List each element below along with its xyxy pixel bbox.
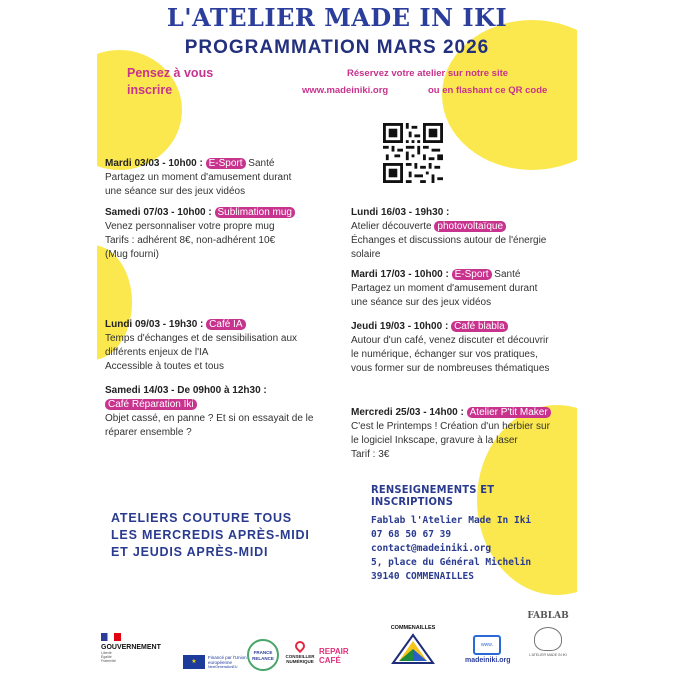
event-1903: Jeudi 19/03 - 10h00 : Café blabla Autour d'un café, venez discuter et découvrir le numérique, échanger sur vos pratiques, vous former sur de nombreuses thématiques bbox=[351, 321, 550, 374]
contact-city: 39140 COMMENAILLES bbox=[371, 571, 474, 582]
eu-logo: ★ Financé par l'Union européenne NextGenerationEU bbox=[183, 655, 256, 669]
page-subtitle: PROGRAMMATION MARS 2026 bbox=[184, 37, 490, 58]
event-2503: Mercredi 25/03 - 14h00 : Atelier P'tit Maker C'est le Printemps ! Création d'un herbier sur le logiciel Inkscape, gravure à la laser Tarif : 3€ bbox=[351, 407, 550, 460]
tag-cafe-ia: Café IA bbox=[206, 319, 245, 330]
couture-notice: ATELIERS COUTURE TOUS LES MERCREDIS APRÈS-MIDI ET JEUDIS APRÈS-MIDI bbox=[111, 511, 310, 559]
tag-photovoltaique: photovoltaïque bbox=[434, 221, 506, 232]
tag-cafe-reparation: Café Réparation Iki bbox=[105, 399, 197, 410]
contact-heading: RENSEIGNEMENTS ET INSCRIPTIONS bbox=[371, 484, 495, 508]
commenailles-logo: COMMENAILLES bbox=[383, 625, 443, 670]
event-1703: Mardi 17/03 - 10h00 : E-Sport Santé Partagez un moment d'amusement durant une séance sur des jeux vidéos bbox=[351, 269, 538, 308]
france-relance-logo: FRANCE RELANCE bbox=[247, 639, 279, 671]
partner-logos bbox=[97, 605, 577, 675]
tag-esport-2: E-Sport bbox=[452, 269, 492, 280]
conseiller-numerique-logo: CONSEILLER NUMÉRIQUE bbox=[283, 641, 317, 664]
contact-street: 5, place du Général Michelin bbox=[371, 557, 532, 568]
booking-qr-text: ou en flashant ce QR code bbox=[428, 85, 548, 96]
booking-site-link[interactable]: www.madeiniki.org bbox=[302, 85, 389, 96]
event-1603: Lundi 16/03 - 19h30 : Atelier découverte photovoltaïque Échanges et discussions autour de l'énergie solaire bbox=[351, 207, 547, 260]
location-pin-icon bbox=[293, 639, 307, 653]
qr-code-icon[interactable] bbox=[383, 123, 443, 183]
tag-cafe-blabla: Café blabla bbox=[451, 321, 508, 332]
contact-email[interactable]: contact@madeiniki.org bbox=[371, 543, 492, 554]
commenailles-emblem-icon bbox=[391, 633, 435, 665]
tag-sublimation: Sublimation mug bbox=[215, 207, 295, 218]
reminder-text: Pensez à vous inscrire bbox=[127, 66, 214, 97]
marianne-icon bbox=[101, 633, 121, 641]
event-0303: Mardi 03/03 - 10h00 : E-Sport Santé Partagez un moment d'amusement durant une séance sur des jeux vidéos bbox=[105, 158, 292, 197]
poster bbox=[97, 0, 577, 675]
madeiniki-web-logo: www. madeiniki.org bbox=[465, 635, 509, 664]
tag-ptit-maker: Atelier P'tit Maker bbox=[467, 407, 551, 418]
contact-phone[interactable]: 07 68 50 67 39 bbox=[371, 529, 452, 540]
brain-icon bbox=[534, 627, 562, 651]
tag-esport: E-Sport bbox=[206, 158, 246, 169]
event-0903: Lundi 09/03 - 19h30 : Café IA Temps d'échanges et de sensibilisation aux différents enjeux de l'IA Accessible à toutes et tous bbox=[105, 319, 298, 372]
booking-line: Réservez votre atelier sur notre site bbox=[347, 68, 509, 79]
page-title: L'ATELIER MADE IN IKI bbox=[166, 3, 508, 32]
browser-icon: www. bbox=[473, 635, 501, 655]
event-1403: Samedi 14/03 - De 09h00 à 12h30 : Café Réparation Iki Objet cassé, en panne ? Et si on essayait de le réparer ensemble ? bbox=[105, 385, 314, 438]
gouvernement-logo: GOUVERNEMENT Liberté Égalité Fraternité bbox=[101, 633, 181, 663]
eu-flag-icon: ★ bbox=[183, 655, 205, 669]
fablab-logo: FABLAB L'ATELIER MADE IN IKI bbox=[527, 611, 569, 657]
contact-block bbox=[371, 484, 577, 584]
event-0703: Samedi 07/03 - 10h00 : Sublimation mug Venez personnaliser votre propre mug Tarifs : adhérent 8€, non-adhérent 10€ (Mug fourni) bbox=[105, 206, 340, 262]
repair-cafe-logo: REPAIR CAFÉ bbox=[319, 647, 349, 665]
contact-name: Fablab l'Atelier Made In Iki bbox=[371, 515, 532, 526]
